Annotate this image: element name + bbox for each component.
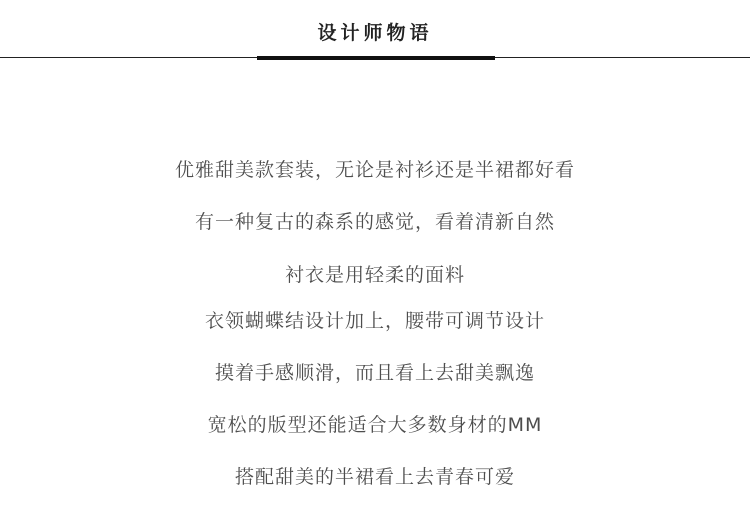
story-line: 宽松的版型还能适合大多数身材的MM [207,414,543,436]
story-line: 有一种复古的森系的感觉，看着清新自然 [194,211,555,233]
story-line: 衬衣是用轻柔的面料 [284,264,465,286]
story-line: 优雅甜美款套装，无论是衬衫还是半裙都好看 [174,159,575,181]
story-line: 搭配甜美的半裙看上去青春可爱 [234,466,515,488]
story-line: 衣领蝴蝶结设计加上，腰带可调节设计 [204,310,545,332]
header-accent-bar [257,56,495,60]
section-header [0,0,750,62]
section-title: 设计师物语 [317,22,433,44]
story-line: 摸着手感顺滑，而且看上去甜美飘逸 [214,362,535,384]
